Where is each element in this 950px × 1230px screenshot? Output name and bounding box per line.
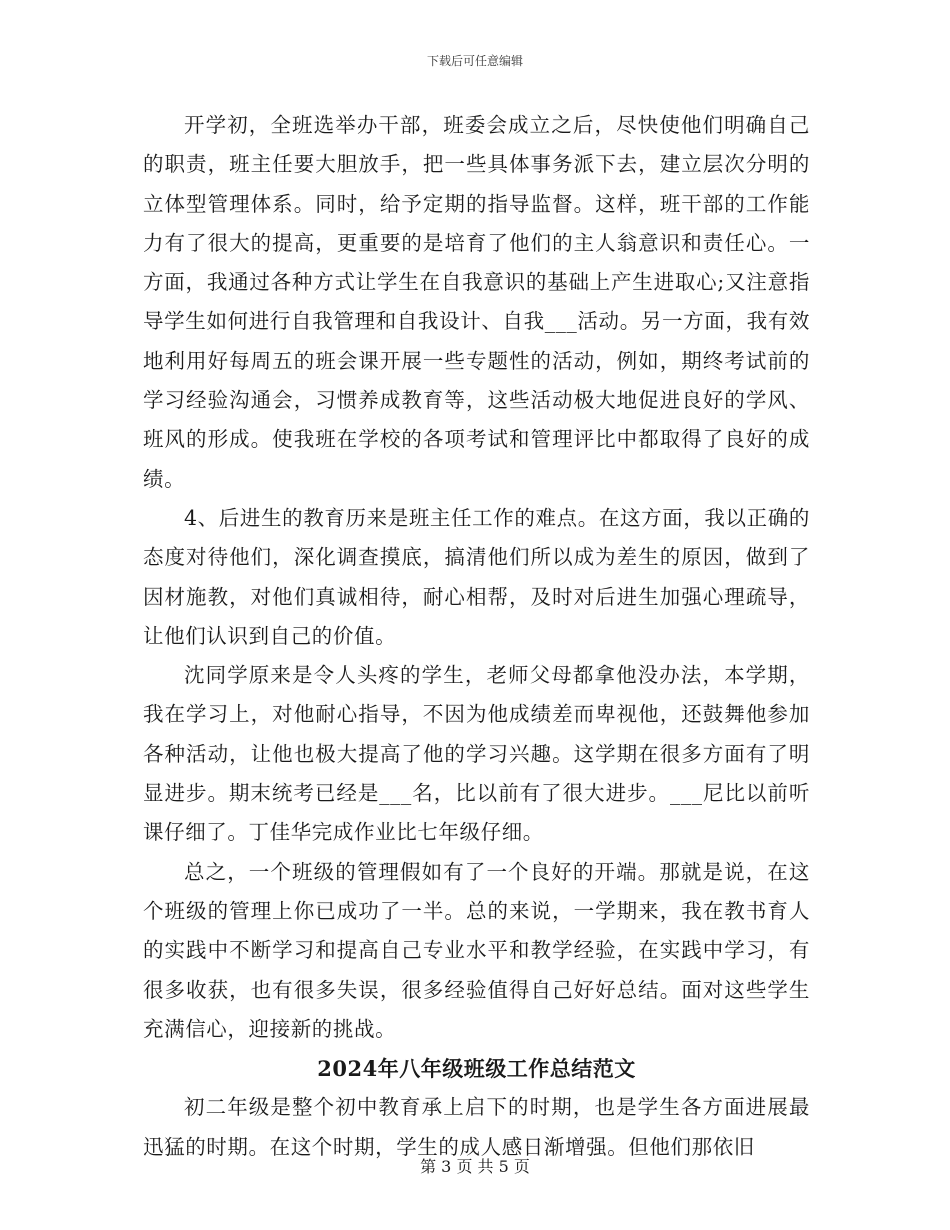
page-number: 第 3 页 共 5 页	[420, 1157, 530, 1176]
section-title: 2024年八年级班级工作总结范文	[317, 1056, 636, 1082]
paragraph-student-example: 沈同学原来是令人头疼的学生，老师父母都拿他没办法，本学期，我在学习上，对他耐心指导，不因为他成绩差而卑视他，还鼓舞他参加各种活动，让他也极大提高了他的学习兴趣。这学期在很多方面有了明显进步。期末统考已经是___名，比以前有了很大进步。___尼比以前听课仔细了。丁佳华完成作业比七年级仔细。	[143, 663, 810, 845]
paragraph-class-committee: 开学初，全班选举办干部，班委会成立之后，尽快使他们明确自己的职责，班主任要大胆放手，把一些具体事务派下去，建立层次分明的立体型管理体系。同时，给予定期的指导监督。这样，班干部的工作能力有了很大的提高，更重要的是培育了他们的主人翁意识和责任心。一方面，我通过各种方式让学生在自我意识的基础上产生进取心;又注意指导学生如何进行自我管理和自我设计、自我___活动。另一方面，我有效地利用好每周五的班会课开展一些专题性的活动，例如，期终考试前的学习经验沟通会，习惯养成教育等，这些活动极大地促进良好的学风、班风的形成。使我班在学校的各项考试和管理评比中都取得了良好的成绩。	[143, 113, 810, 491]
paragraph-grade-eight-intro: 初二年级是整个初中教育承上启下的时期，也是学生各方面进展最迅猛的时期。在这个时期，学生的成人感日渐增强。但他们那依旧	[143, 1095, 810, 1159]
paragraph-summary: 总之，一个班级的管理假如有了一个良好的开端。那就是说，在这个班级的管理上你已成功了一半。总的来说，一学期来，我在教书育人的实践中不断学习和提高自己专业水平和教学经验，在实践中学习，有很多收获，也有很多失误，很多经验值得自己好好总结。面对这些学生充满信心，迎接新的挑战。	[143, 859, 810, 1041]
document-body	[143, 106, 810, 1167]
page-header: 下载后可任意编辑	[426, 54, 523, 68]
paragraph-underachievers: 4、后进生的教育历来是班主任工作的难点。在这方面，我以正确的态度对待他们，深化调查摸底，搞清他们所以成为差生的原因，做到了因材施教，对他们真诚相待，耐心相帮，及时对后进生加强心理疏导，让他们认识到自己的价值。	[143, 505, 810, 648]
